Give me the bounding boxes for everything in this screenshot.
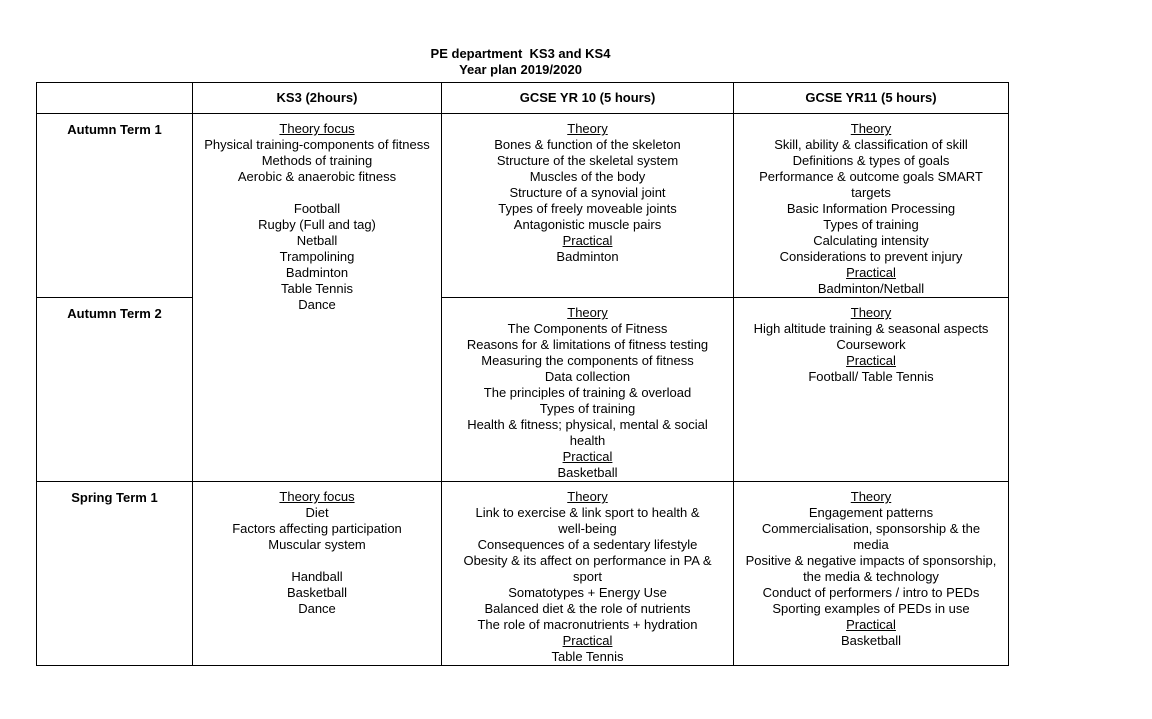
cell-line: Measuring the components of fitness — [481, 353, 694, 368]
cell-line: Basic Information Processing — [786, 201, 956, 216]
document-title — [0, 46, 1041, 78]
cell-line: Types of freely moveable joints — [498, 201, 677, 216]
cell-line: Obesity & its affect on performance in PA & — [463, 553, 712, 568]
cell-line: Reasons for & limitations of fitness testing — [466, 337, 709, 352]
cell-ks3-spring-1 — [193, 482, 442, 666]
cell-line: Badminton/Netball — [817, 281, 925, 296]
cell-line: Conduct of performers / intro to PEDs — [762, 585, 980, 600]
header-yr11: GCSE YR11 (5 hours) — [734, 83, 1009, 114]
title-line-1: PE department KS3 and KS4 — [430, 46, 611, 61]
row-autumn-1 — [37, 114, 1009, 298]
cell-line: Structure of a synovial joint — [509, 185, 666, 200]
cell-line: Muscular system — [268, 537, 366, 552]
cell-line: Link to exercise & link sport to health & — [475, 505, 700, 520]
row-spring-1 — [37, 482, 1009, 666]
cell-line: Diet — [305, 505, 329, 520]
cell-line: Rugby (Full and tag) — [258, 217, 376, 232]
cell-line: Balanced diet & the role of nutrients — [484, 601, 691, 616]
cell-line: sport — [573, 569, 602, 584]
cell-line: Data collection — [544, 369, 631, 384]
cell-line: Sporting examples of PEDs in use — [772, 601, 970, 616]
cell-line: Somatotypes + Energy Use — [508, 585, 667, 600]
cell-line: targets — [851, 185, 891, 200]
cell-line: Performance & outcome goals SMART — [759, 169, 983, 184]
cell-heading: Practical — [562, 233, 613, 248]
cell-line: Football/ Table Tennis — [808, 369, 934, 384]
cell-line: Basketball — [841, 633, 901, 648]
cell-line: Trampolining — [279, 249, 355, 264]
cell-line: Dance — [298, 297, 336, 312]
cell-line: Football — [293, 201, 341, 216]
spacer — [193, 553, 441, 569]
cell-line: The principles of training & overload — [483, 385, 692, 400]
cell-line: The role of macronutrients + hydration — [477, 617, 698, 632]
cell-line: Physical training-components of fitness — [204, 137, 430, 152]
cell-line: the media & technology — [803, 569, 939, 584]
cell-line: The Components of Fitness — [507, 321, 668, 336]
cell-ks3-autumn — [193, 114, 442, 482]
cell-heading: Theory — [850, 489, 892, 504]
cell-heading: Theory — [850, 121, 892, 136]
cell-line: Health & fitness; physical, mental & social — [467, 417, 708, 432]
cell-line: Calculating intensity — [813, 233, 929, 248]
cell-line: Basketball — [557, 465, 618, 480]
cell-yr10-autumn-1 — [442, 114, 734, 298]
cell-heading: Practical — [846, 617, 896, 632]
cell-line: High altitude training & seasonal aspects — [753, 321, 989, 336]
cell-line: Types of training — [823, 217, 919, 232]
cell-line: Types of training — [539, 401, 636, 416]
cell-line: Dance — [298, 601, 336, 616]
cell-line: Table Tennis — [280, 281, 354, 296]
year-plan-table — [36, 82, 1009, 666]
cell-line: Engagement patterns — [808, 505, 934, 520]
cell-line: Handball — [291, 569, 343, 584]
header-row — [37, 83, 1009, 114]
cell-line: Factors affecting participation — [232, 521, 402, 536]
cell-line: Table Tennis — [551, 649, 624, 664]
cell-heading: Theory — [567, 489, 608, 504]
row-autumn-2 — [37, 298, 1009, 482]
header-ks3: KS3 (2hours) — [193, 83, 442, 114]
cell-heading: Practical — [562, 449, 613, 464]
cell-line: Considerations to prevent injury — [779, 249, 963, 264]
cell-heading: Practical — [846, 353, 896, 368]
cell-line: Methods of training — [261, 153, 373, 168]
term-spring-1: Spring Term 1 — [37, 482, 193, 666]
cell-line: Positive & negative impacts of sponsorship, — [745, 553, 997, 568]
cell-line: Bones & function of the skeleton — [494, 137, 681, 152]
cell-line: health — [569, 433, 606, 448]
cell-yr10-autumn-2 — [442, 298, 734, 482]
cell-line: Consequences of a sedentary lifestyle — [477, 537, 698, 552]
cell-line: Aerobic & anaerobic fitness — [237, 169, 397, 184]
cell-line: Basketball — [287, 585, 347, 600]
cell-heading: Theory — [567, 121, 608, 136]
cell-line: media — [853, 537, 889, 552]
cell-heading: Theory focus — [279, 489, 355, 504]
cell-yr11-autumn-1 — [734, 114, 1009, 298]
cell-line: well-being — [558, 521, 617, 536]
header-yr10: GCSE YR 10 (5 hours) — [442, 83, 734, 114]
term-autumn-1: Autumn Term 1 — [37, 114, 193, 298]
cell-line: Badminton — [285, 265, 349, 280]
cell-yr11-spring-1 — [734, 482, 1009, 666]
cell-heading: Practical — [562, 633, 613, 648]
cell-heading: Practical — [846, 265, 896, 280]
cell-line: Definitions & types of goals — [792, 153, 950, 168]
header-blank — [37, 83, 193, 114]
cell-yr11-autumn-2 — [734, 298, 1009, 482]
cell-line: Muscles of the body — [529, 169, 646, 184]
spacer — [193, 185, 441, 201]
cell-line: Skill, ability & classification of skill — [774, 137, 968, 152]
cell-heading: Theory — [850, 305, 892, 320]
cell-line: Antagonistic muscle pairs — [513, 217, 662, 232]
cell-heading: Theory — [567, 305, 608, 320]
cell-line: Commercialisation, sponsorship & the — [761, 521, 981, 536]
cell-heading: Theory focus — [279, 121, 355, 136]
cell-line: Structure of the skeletal system — [496, 153, 679, 168]
cell-yr10-spring-1 — [442, 482, 734, 666]
cell-line: Badminton — [556, 249, 619, 264]
title-line-2: Year plan 2019/2020 — [459, 62, 582, 77]
cell-line: Netball — [296, 233, 338, 248]
term-autumn-2: Autumn Term 2 — [37, 298, 193, 482]
cell-line: Coursework — [836, 337, 906, 352]
